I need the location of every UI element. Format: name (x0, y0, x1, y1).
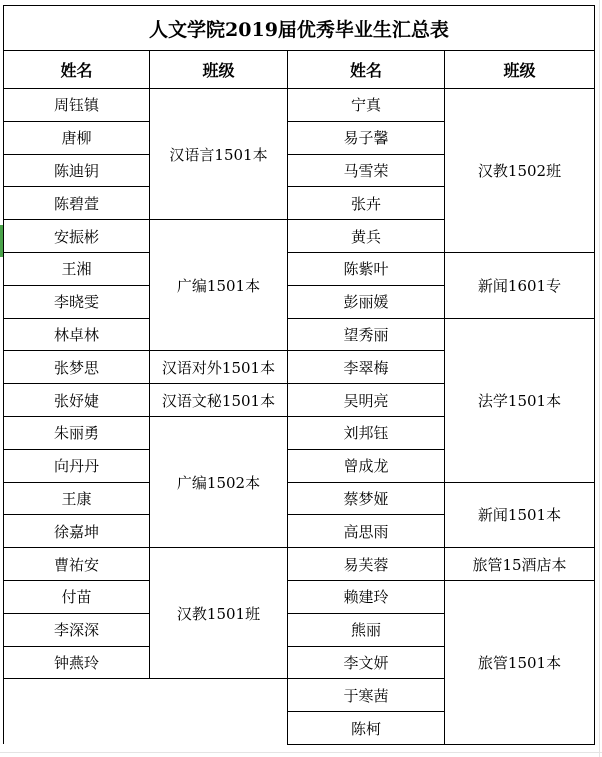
class-cell[interactable]: 汉语文秘1501本 (150, 384, 288, 417)
empty-cell[interactable] (4, 679, 150, 712)
name-cell[interactable]: 赖建玲 (288, 580, 445, 613)
class-cell[interactable]: 新闻1501本 (445, 482, 595, 548)
name-cell[interactable]: 易芙蓉 (288, 548, 445, 581)
name-cell[interactable]: 刘邦钰 (288, 416, 445, 449)
name-cell[interactable]: 熊丽 (288, 613, 445, 646)
empty-cell[interactable] (150, 712, 288, 745)
name-cell[interactable]: 蔡梦娅 (288, 482, 445, 515)
name-cell[interactable]: 李深深 (4, 613, 150, 646)
name-cell[interactable]: 林卓林 (4, 318, 150, 351)
name-cell[interactable]: 唐柳 (4, 121, 150, 154)
name-cell[interactable]: 陈紫叶 (288, 252, 445, 285)
gridline (0, 752, 602, 753)
name-cell[interactable]: 安振彬 (4, 220, 150, 253)
name-cell[interactable]: 高思雨 (288, 515, 445, 548)
empty-cell[interactable] (595, 712, 596, 745)
class-cell[interactable]: 法学1501本 (445, 318, 595, 482)
name-cell[interactable]: 朱丽勇 (4, 416, 150, 449)
class-cell[interactable]: 汉教1502班 (445, 89, 595, 253)
name-cell[interactable]: 彭丽媛 (288, 285, 445, 318)
class-cell[interactable]: 旅管1501本 (445, 580, 595, 744)
name-cell[interactable]: 马雪荣 (288, 154, 445, 187)
name-cell[interactable]: 王康 (4, 482, 150, 515)
name-cell[interactable]: 付苗 (4, 580, 150, 613)
name-cell[interactable]: 钟燕玲 (4, 646, 150, 679)
class-cell[interactable]: 广编1502本 (150, 416, 288, 547)
class-cell[interactable]: 汉语言1501本 (150, 89, 288, 220)
name-cell[interactable]: 李晓雯 (4, 285, 150, 318)
name-cell[interactable]: 于寒茜 (288, 679, 445, 712)
name-cell[interactable]: 曾成龙 (288, 449, 445, 482)
class-cell[interactable]: 汉教1501班 (150, 548, 288, 679)
name-cell[interactable]: 陈柯 (288, 712, 445, 745)
name-cell[interactable]: 张梦思 (4, 351, 150, 384)
empty-cell[interactable] (4, 712, 150, 745)
graduates-table (3, 5, 596, 745)
empty-cell[interactable] (150, 679, 288, 712)
name-cell[interactable]: 张妤婕 (4, 384, 150, 417)
class-cell[interactable]: 新闻1601专 (445, 252, 595, 318)
name-cell[interactable]: 曹祐安 (4, 548, 150, 581)
name-cell[interactable]: 陈迪钥 (4, 154, 150, 187)
name-cell[interactable]: 向丹丹 (4, 449, 150, 482)
name-cell[interactable]: 李翠梅 (288, 351, 445, 384)
class-cell[interactable]: 广编1501本 (150, 220, 288, 351)
header-class-left[interactable]: 班级 (150, 51, 288, 89)
class-cell[interactable]: 汉语对外1501本 (150, 351, 288, 384)
name-cell[interactable]: 王湘 (4, 252, 150, 285)
name-cell[interactable]: 徐嘉坤 (4, 515, 150, 548)
gridline (599, 0, 600, 757)
name-cell[interactable]: 宁真 (288, 89, 445, 122)
header-name-left[interactable]: 姓名 (4, 51, 150, 89)
header-class-right[interactable]: 班级 (445, 51, 595, 89)
header-name-right[interactable]: 姓名 (288, 51, 445, 89)
name-cell[interactable]: 李文妍 (288, 646, 445, 679)
name-cell[interactable]: 张卉 (288, 187, 445, 220)
name-cell[interactable]: 黄兵 (288, 220, 445, 253)
name-cell[interactable]: 吴明亮 (288, 384, 445, 417)
table-title[interactable]: 人文学院2019届优秀毕业生汇总表 (4, 6, 595, 51)
name-cell[interactable]: 易子馨 (288, 121, 445, 154)
class-cell[interactable]: 旅管15酒店本 (445, 548, 595, 581)
name-cell[interactable]: 周钰镇 (4, 89, 150, 122)
name-cell[interactable]: 陈碧萱 (4, 187, 150, 220)
name-cell[interactable]: 望秀丽 (288, 318, 445, 351)
